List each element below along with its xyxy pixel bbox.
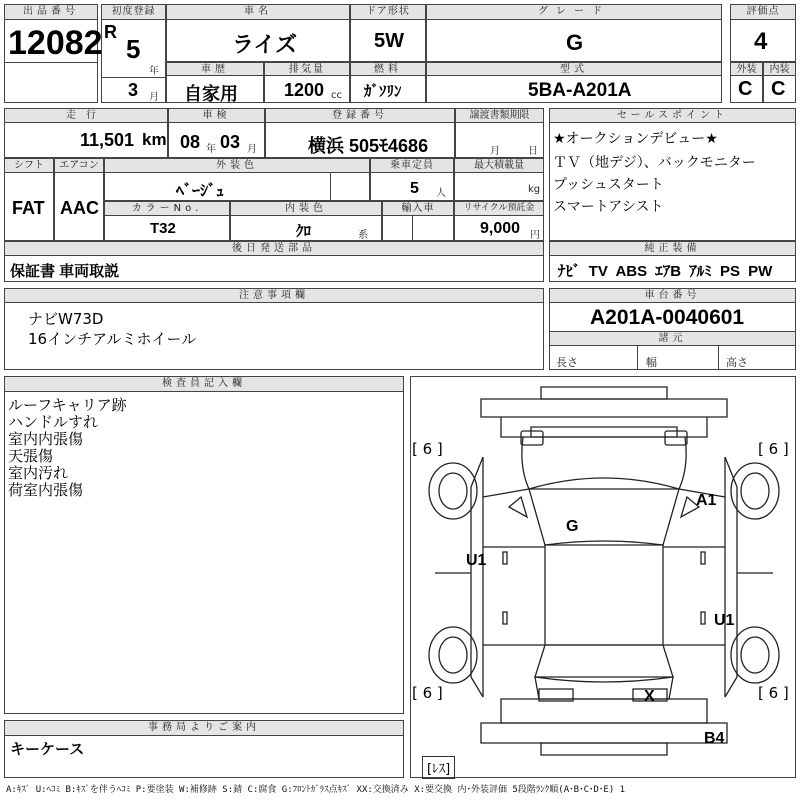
inspector-header: 検査員記入欄	[4, 376, 404, 392]
shift: FAT	[12, 198, 45, 218]
height-label: 高さ	[726, 356, 748, 369]
notes-item: 16インチアルミホイール	[28, 330, 197, 348]
inspector-note: 室内内張傷	[8, 430, 84, 448]
tire-rear-left-mark: [ 6 ]	[412, 684, 443, 702]
model-header: 型式	[426, 62, 722, 76]
sales-points-header: セールスポイント	[549, 108, 796, 123]
damage-mark-g: G	[566, 518, 579, 535]
transfer-month: 月	[490, 146, 500, 157]
specs-header: 諸元	[549, 331, 796, 346]
tire-front-left-mark: [ 6 ]	[412, 440, 443, 458]
displacement: 1200	[284, 80, 325, 100]
car-name: ライズ	[232, 32, 298, 57]
later-parts: 保証書 車両取説	[10, 263, 120, 280]
exterior-grade: C	[738, 78, 753, 100]
exterior-header: 外装	[730, 62, 763, 76]
recycle-header: リサイクル預託金	[454, 201, 544, 216]
inspector-note: 荷室内張傷	[8, 481, 84, 499]
inspection-month: 03	[220, 132, 241, 152]
sales-point-item: スマートアシスト	[553, 199, 664, 215]
grade: G	[566, 30, 584, 55]
inspector-note: 天張傷	[8, 447, 54, 465]
first-reg-month: 3	[128, 80, 139, 100]
tire-rear-right-mark: [ 6 ]	[758, 684, 789, 702]
color-no-header: カラーNo.	[104, 201, 230, 216]
transfer-header: 譲渡書類期限	[455, 108, 544, 123]
first-reg-year: 5	[126, 34, 141, 64]
load-unit: kg	[528, 184, 541, 195]
mileage: 11,501	[80, 130, 135, 150]
score: 4	[754, 28, 768, 55]
capacity-header: 乗車定員	[370, 158, 454, 173]
interior-color: ｸﾛ	[296, 223, 312, 240]
capacity: 5	[410, 180, 419, 197]
history-header: 車歴	[166, 62, 264, 76]
shift-header: シフト	[4, 158, 54, 173]
cc-unit: cc	[331, 90, 342, 101]
interior-grade: C	[771, 78, 786, 100]
fuel: ｶﾞｿﾘﾝ	[364, 83, 402, 100]
reg-no-header: 登録番号	[265, 108, 455, 123]
door-header: ドア形状	[350, 4, 426, 20]
spare-mark: [ﾚｽ]	[422, 756, 455, 779]
color: ﾍﾞｰｼﾞｭ	[176, 183, 225, 200]
equipment-header: 純正装備	[549, 241, 796, 256]
damage-mark-u1-left: U1	[466, 552, 487, 569]
recycle-unit: 円	[530, 230, 540, 241]
inspector-note: ルーフキャリア跡	[8, 396, 127, 414]
sales-point-item: ＴＶ（地デジ）、バックモニター	[553, 155, 756, 171]
tire-front-right-mark: [ 6 ]	[758, 440, 789, 458]
model: 5BA-A201A	[528, 80, 632, 101]
mileage-header: 走行	[4, 108, 168, 123]
displacement-header: 排気量	[264, 62, 350, 76]
damage-mark-b4: B4	[704, 730, 725, 747]
first-reg-header: 初度登録	[101, 4, 166, 20]
width-label: 幅	[646, 356, 657, 369]
aircon-header: エアコン	[54, 158, 104, 173]
car-outline-diagram	[411, 377, 797, 779]
color-no: T32	[150, 220, 176, 237]
sales-point-item: ★オークションデビュー★	[553, 131, 718, 147]
aircon: AAC	[60, 198, 99, 218]
lot-no-header: 出品番号	[4, 4, 98, 20]
month-unit: 月	[149, 92, 159, 103]
inspection-year: 08	[180, 132, 201, 152]
office-header: 事務局よりご案内	[4, 720, 404, 736]
length-label: 長さ	[556, 356, 578, 369]
damage-mark-a1: A1	[696, 492, 717, 509]
notes-header: 注意事項欄	[4, 288, 544, 303]
import-header: 輸入車	[382, 201, 454, 216]
history: 自家用	[184, 84, 238, 104]
lot-no: 12082	[8, 24, 103, 62]
chassis-header: 車台番号	[549, 288, 796, 303]
equipment: ﾅﾋﾞ TV ABS ｴｱB ｱﾙﾐ PS PW	[558, 263, 773, 280]
office-notes: キーケース	[10, 741, 85, 758]
damage-mark-u1-right: U1	[714, 612, 735, 629]
later-parts-header: 後日発送部品	[4, 241, 544, 256]
legend: A:ｷｽﾞ U:ﾍｺﾐ B:ｷｽﾞを伴うﾍｺﾐ P:要塗装 W:補修跡 S:錆 C:腐食 G:ﾌﾛﾝﾄｶﾞﾗｽ点ｷｽﾞ XX:交換済み X:要交換 内･外装評価 5段階ﾗﾝｸ順(A･B･C･D･E) 1	[6, 785, 626, 795]
year-unit: 年	[149, 66, 159, 77]
insp-month-unit: 月	[247, 144, 257, 155]
recycle: 9,000	[480, 220, 521, 237]
max-load-header: 最大積載量	[454, 158, 544, 173]
interior-color-header: 内装色	[230, 201, 382, 216]
capacity-unit: 人	[436, 188, 446, 199]
mileage-unit: km	[142, 130, 167, 149]
inspection-header: 車検	[168, 108, 265, 123]
car-diagram	[410, 376, 796, 778]
score-header: 評価点	[730, 4, 796, 20]
grade-header: グレード	[426, 4, 722, 20]
transfer-day: 日	[528, 146, 538, 157]
sales-point-item: プッシュスタート	[553, 177, 664, 193]
car-name-header: 車名	[166, 4, 350, 20]
notes-item: ナビW73D	[28, 310, 104, 328]
interior-color-unit: 系	[358, 230, 368, 241]
chassis-no: A201A-0040601	[590, 306, 745, 329]
damage-mark-x: X	[644, 688, 655, 705]
door-type: 5W	[374, 30, 404, 52]
era: R	[104, 22, 117, 42]
reg-no: 横浜 505ﾓ4686	[308, 136, 429, 156]
inspector-note: 室内汚れ	[8, 464, 69, 482]
color-header: 外装色	[104, 158, 370, 173]
inspector-note: ハンドルすれ	[8, 413, 99, 431]
insp-year-unit: 年	[206, 144, 216, 155]
interior-header: 内装	[763, 62, 796, 76]
fuel-header: 燃料	[350, 62, 426, 76]
